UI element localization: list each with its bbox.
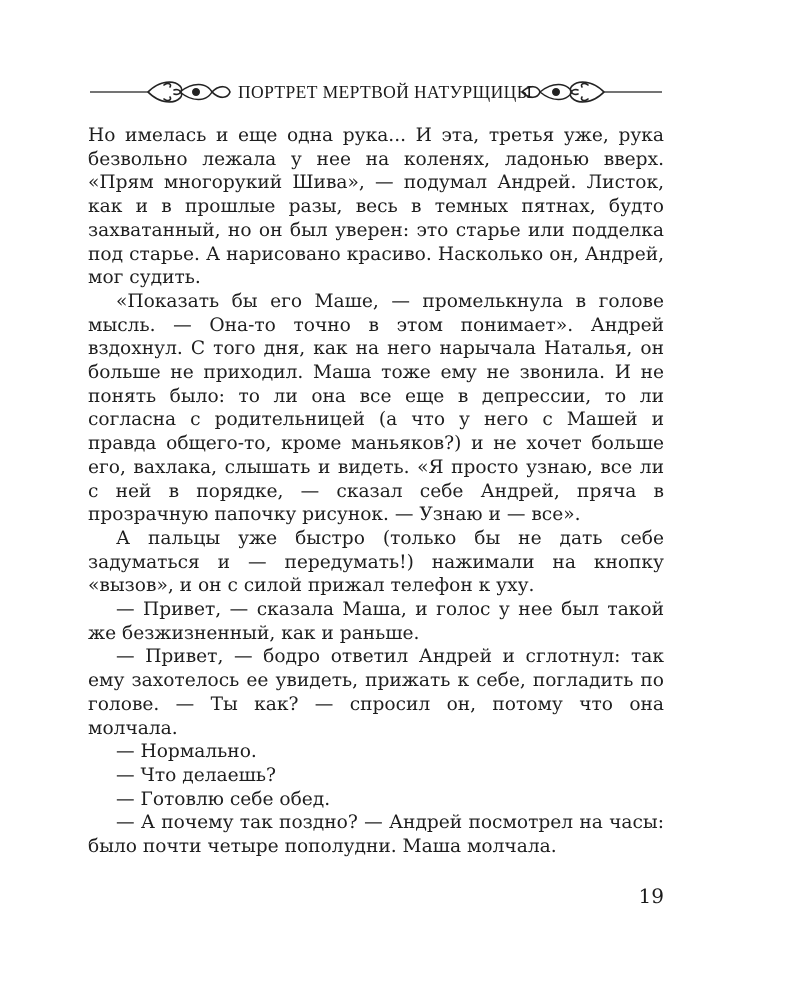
paragraph: «Показать бы его Маше, — промелькнула в голове мысль. — Она-то точно в этом понимает». Андрей вздохнул. С того дня, как на него нарычала Наталья, он больше не приходил. Маша тоже ему не звонила. И не понять было: то ли она все еще в депрессии, то ли согласна с родительницей (а что у него с Машей и правда общего-то, кроме маньяков?) и не хочет больше его, вахлака, слышать и видеть. «Я просто узнаю, все ли с ней в порядке, — сказал себе Андрей, пряча в прозрачную папочку рисунок. — Узнаю и — все». xyxy=(88,290,664,526)
dialogue-line: — Привет, — бодро ответил Андрей и сглотнул: так ему захотелось ее увидеть, прижать к себе, погладить по голове. — Ты как? — спросил он, потому что она молчала. xyxy=(88,646,664,739)
dialogue-line: — Готовлю себе обед. xyxy=(116,788,331,810)
right-flourish-ornament xyxy=(522,82,604,102)
dialogue-line: — А почему так поздно? — Андрей посмотрел на часы: было почти четыре пополудни. Маша молчала. xyxy=(88,812,664,858)
body-text xyxy=(88,124,664,859)
left-flourish-ornament xyxy=(148,82,230,102)
dialogue-line: — Привет, — сказала Маша, и голос у нее был такой же безжизненный, как и раньше. xyxy=(88,599,664,644)
page-number: 19 xyxy=(638,884,664,908)
paragraph: А пальцы уже быстро (только бы не дать себе задуматься и — передумать!) нажимали на кнопку «вызов», и он с силой прижал телефон к уху. xyxy=(88,527,664,597)
paragraph: Но имелась и еще одна рука... И эта, третья уже, рука безвольно лежала у нее на коленях, ладонью вверх. «Прям многорукий Шива», — подумал Андрей. Листок, как и в прошлые разы, весь в темных пятнах, будто захватанный, но он был уверен: это старье или подделка под старье. А нарисовано красиво. Насколько он, Андрей, мог судить. xyxy=(88,125,664,289)
running-header xyxy=(88,72,664,112)
dialogue-line: — Что делаешь? xyxy=(116,764,276,786)
dialogue-line: — Нормально. xyxy=(116,741,257,763)
running-title: ПОРТРЕТ МЕРТВОЙ НАТУРЩИЦЫ xyxy=(238,82,533,102)
